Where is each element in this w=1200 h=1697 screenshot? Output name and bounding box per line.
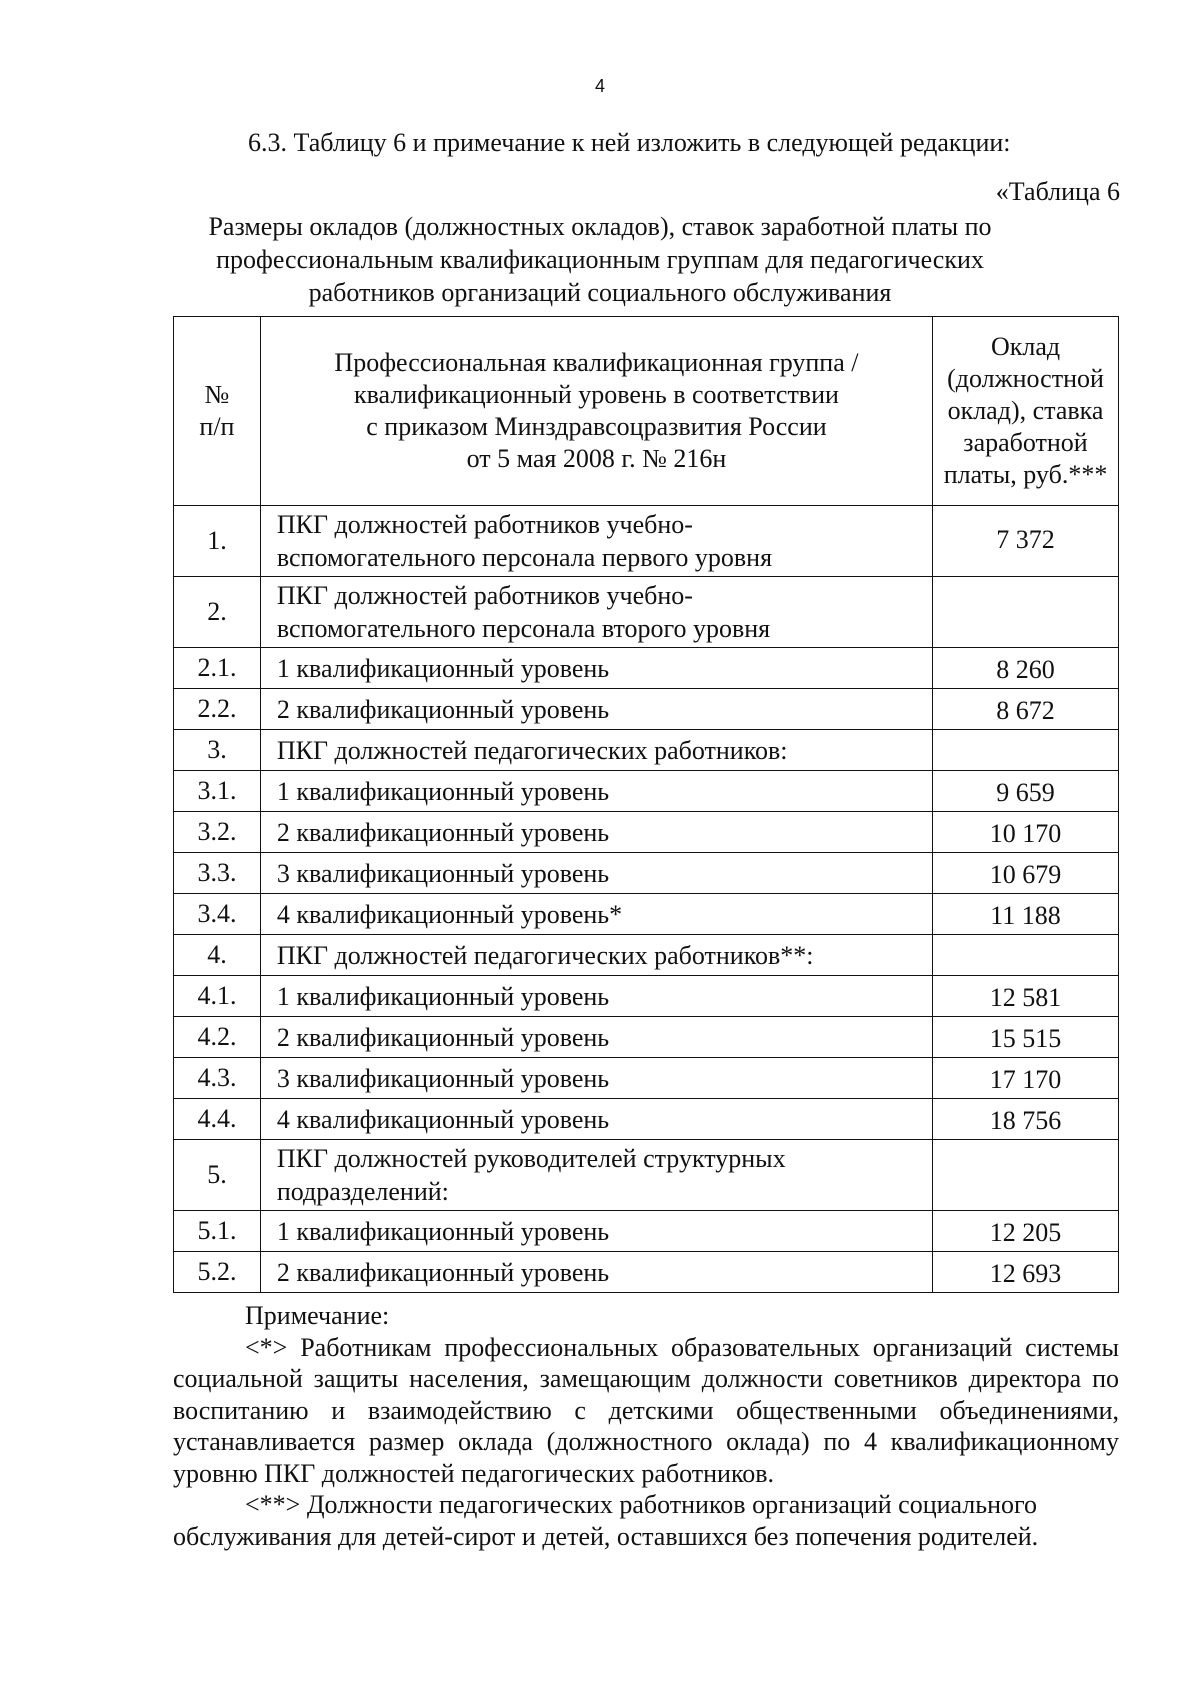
row-name-line: ПКГ должностей руководителей структурных [276,1144,786,1173]
row-salary: 7 372 [933,506,1119,577]
row-salary: 12 581 [933,976,1119,1017]
row-name [260,853,932,894]
table-row [174,935,1119,976]
table-row [174,894,1119,935]
salary-table [173,316,1119,1293]
row-name [260,1099,932,1140]
row-name-line: 1 квалификационный уровень [276,981,610,1011]
table-row [174,1140,1119,1211]
row-name-line: 3 квалификационный уровень [276,1063,610,1093]
table-row [174,648,1119,689]
row-name [260,506,932,577]
row-number: 3.2. [174,812,261,853]
row-salary: 8 672 [933,689,1119,730]
header-num [174,317,261,506]
row-number: 4.1. [174,976,261,1017]
row-salary: 9 659 [933,771,1119,812]
row-name-line: вспомогательного персонала первого уровня [276,543,773,572]
row-number: 2.2. [174,689,261,730]
header-num-line: п/п [199,412,235,441]
row-name-line: 1 квалификационный уровень [276,653,610,683]
row-name [260,812,932,853]
row-number: 5. [174,1140,261,1211]
row-name-line: 2 квалификационный уровень [276,1257,610,1287]
row-name-line: 4 квалификационный уровень [276,1104,610,1134]
notes-section [173,1300,1119,1552]
row-name [260,1211,932,1252]
header-salary [933,317,1119,506]
row-name [260,1140,932,1211]
row-name [260,730,932,771]
table-row [174,1017,1119,1058]
note-2-line: <**> Должности педагогических работников организаций социального [245,1490,1038,1519]
note-2-continuation [173,1521,1119,1553]
header-num-line: № [204,380,230,409]
header-group-line: квалификационный уровень в соответствии [353,380,839,409]
row-salary: 10 170 [933,812,1119,853]
row-name [260,648,932,689]
notes-heading: Примечание: [245,1301,390,1330]
table-row [174,506,1119,577]
header-salary-line: оклад), ставка [947,396,1104,425]
row-number: 4.4. [174,1099,261,1140]
row-number: 4.3. [174,1058,261,1099]
row-name-line: вспомогательного персонала второго уровня [276,614,771,643]
table-row [174,1058,1119,1099]
row-salary: 12 693 [933,1252,1119,1293]
row-name-line: 1 квалификационный уровень [276,776,610,806]
table-row [174,1099,1119,1140]
header-salary-line: (должностной [947,364,1104,393]
row-salary [933,730,1119,771]
row-number: 2.1. [174,648,261,689]
table-row [174,812,1119,853]
row-name [260,1252,932,1293]
header-group-line: с приказом Минздравсоцразвития России [366,412,827,441]
page-number: 4 [594,76,605,96]
row-number: 5.1. [174,1211,261,1252]
row-name [260,935,932,976]
intro-paragraph: 6.3. Таблицу 6 и примечание к ней изложить в следующей редакции: [248,128,1011,157]
header-salary-line: заработной [963,428,1088,457]
header-salary-line: платы, руб.*** [943,460,1108,489]
row-name [260,577,932,648]
row-salary [933,1140,1119,1211]
table-row [174,976,1119,1017]
row-name-line: 4 квалификационный уровень* [276,899,623,929]
table-body [174,506,1119,1293]
row-salary: 11 188 [933,894,1119,935]
row-salary: 15 515 [933,1017,1119,1058]
note-2-line: обслуживания для детей-сирот и детей, оставшихся без попечения родителей. [173,1521,1039,1551]
row-number: 2. [174,577,261,648]
row-salary: 17 170 [933,1058,1119,1099]
row-salary [933,935,1119,976]
row-name-line: 2 квалификационный уровень [276,694,610,724]
header-group-line: Профессиональная квалификационная группа / [334,348,859,377]
row-name-line: ПКГ должностей педагогических работников**: [276,940,814,970]
table-title [150,210,1050,309]
row-number: 3.4. [174,894,261,935]
row-number: 4. [174,935,261,976]
row-name [260,689,932,730]
header-salary-line: Оклад [990,332,1061,361]
row-name-line: 1 квалификационный уровень [276,1216,610,1246]
row-name [260,976,932,1017]
note-1: <*> Работникам профессиональных образовательных организаций системы социальной защиты населения, замещающим должности советников директора по воспитанию и взаимодействию с детскими общественными объединениями, устанавливается размер оклада (должностного оклада) по 4 квалификационному уровню ПКГ должностей педагогических работников. [173,1332,1119,1488]
row-name-line: 2 квалификационный уровень [276,817,610,847]
header-group [260,317,932,506]
row-name-line: 3 квалификационный уровень [276,858,610,888]
row-salary: 18 756 [933,1099,1119,1140]
table-row [174,730,1119,771]
row-name-line: ПКГ должностей педагогических работников: [276,735,788,765]
row-name-line: 2 квалификационный уровень [276,1022,610,1052]
table-title-line: профессиональным квалификационным группам для педагогических [216,245,984,274]
table-title-line: Размеры окладов (должностных окладов), ставок заработной платы по [208,212,992,241]
row-name [260,1058,932,1099]
table-row [174,577,1119,648]
table-title-line: работников организаций социального обслуживания [308,278,892,307]
note-2 [173,1489,1119,1521]
table-row [174,771,1119,812]
row-number: 1. [174,506,261,577]
row-name [260,1017,932,1058]
row-name-line: подразделений: [276,1177,449,1206]
row-number: 3. [174,730,261,771]
row-number: 4.2. [174,1017,261,1058]
row-salary [933,577,1119,648]
row-number: 5.2. [174,1252,261,1293]
row-name-line: ПКГ должностей работников учебно- [276,510,693,539]
row-salary: 8 260 [933,648,1119,689]
table-row [174,689,1119,730]
row-salary: 10 679 [933,853,1119,894]
row-number: 3.1. [174,771,261,812]
table-label: «Таблица 6 [995,177,1120,206]
table-row [174,853,1119,894]
table-row [174,1252,1119,1293]
row-salary: 12 205 [933,1211,1119,1252]
row-name-line: ПКГ должностей работников учебно- [276,581,693,610]
row-number: 3.3. [174,853,261,894]
row-name [260,894,932,935]
table-header-row [174,317,1119,506]
table-row [174,1211,1119,1252]
row-name [260,771,932,812]
header-group-line: от 5 мая 2008 г. № 216н [466,444,727,473]
